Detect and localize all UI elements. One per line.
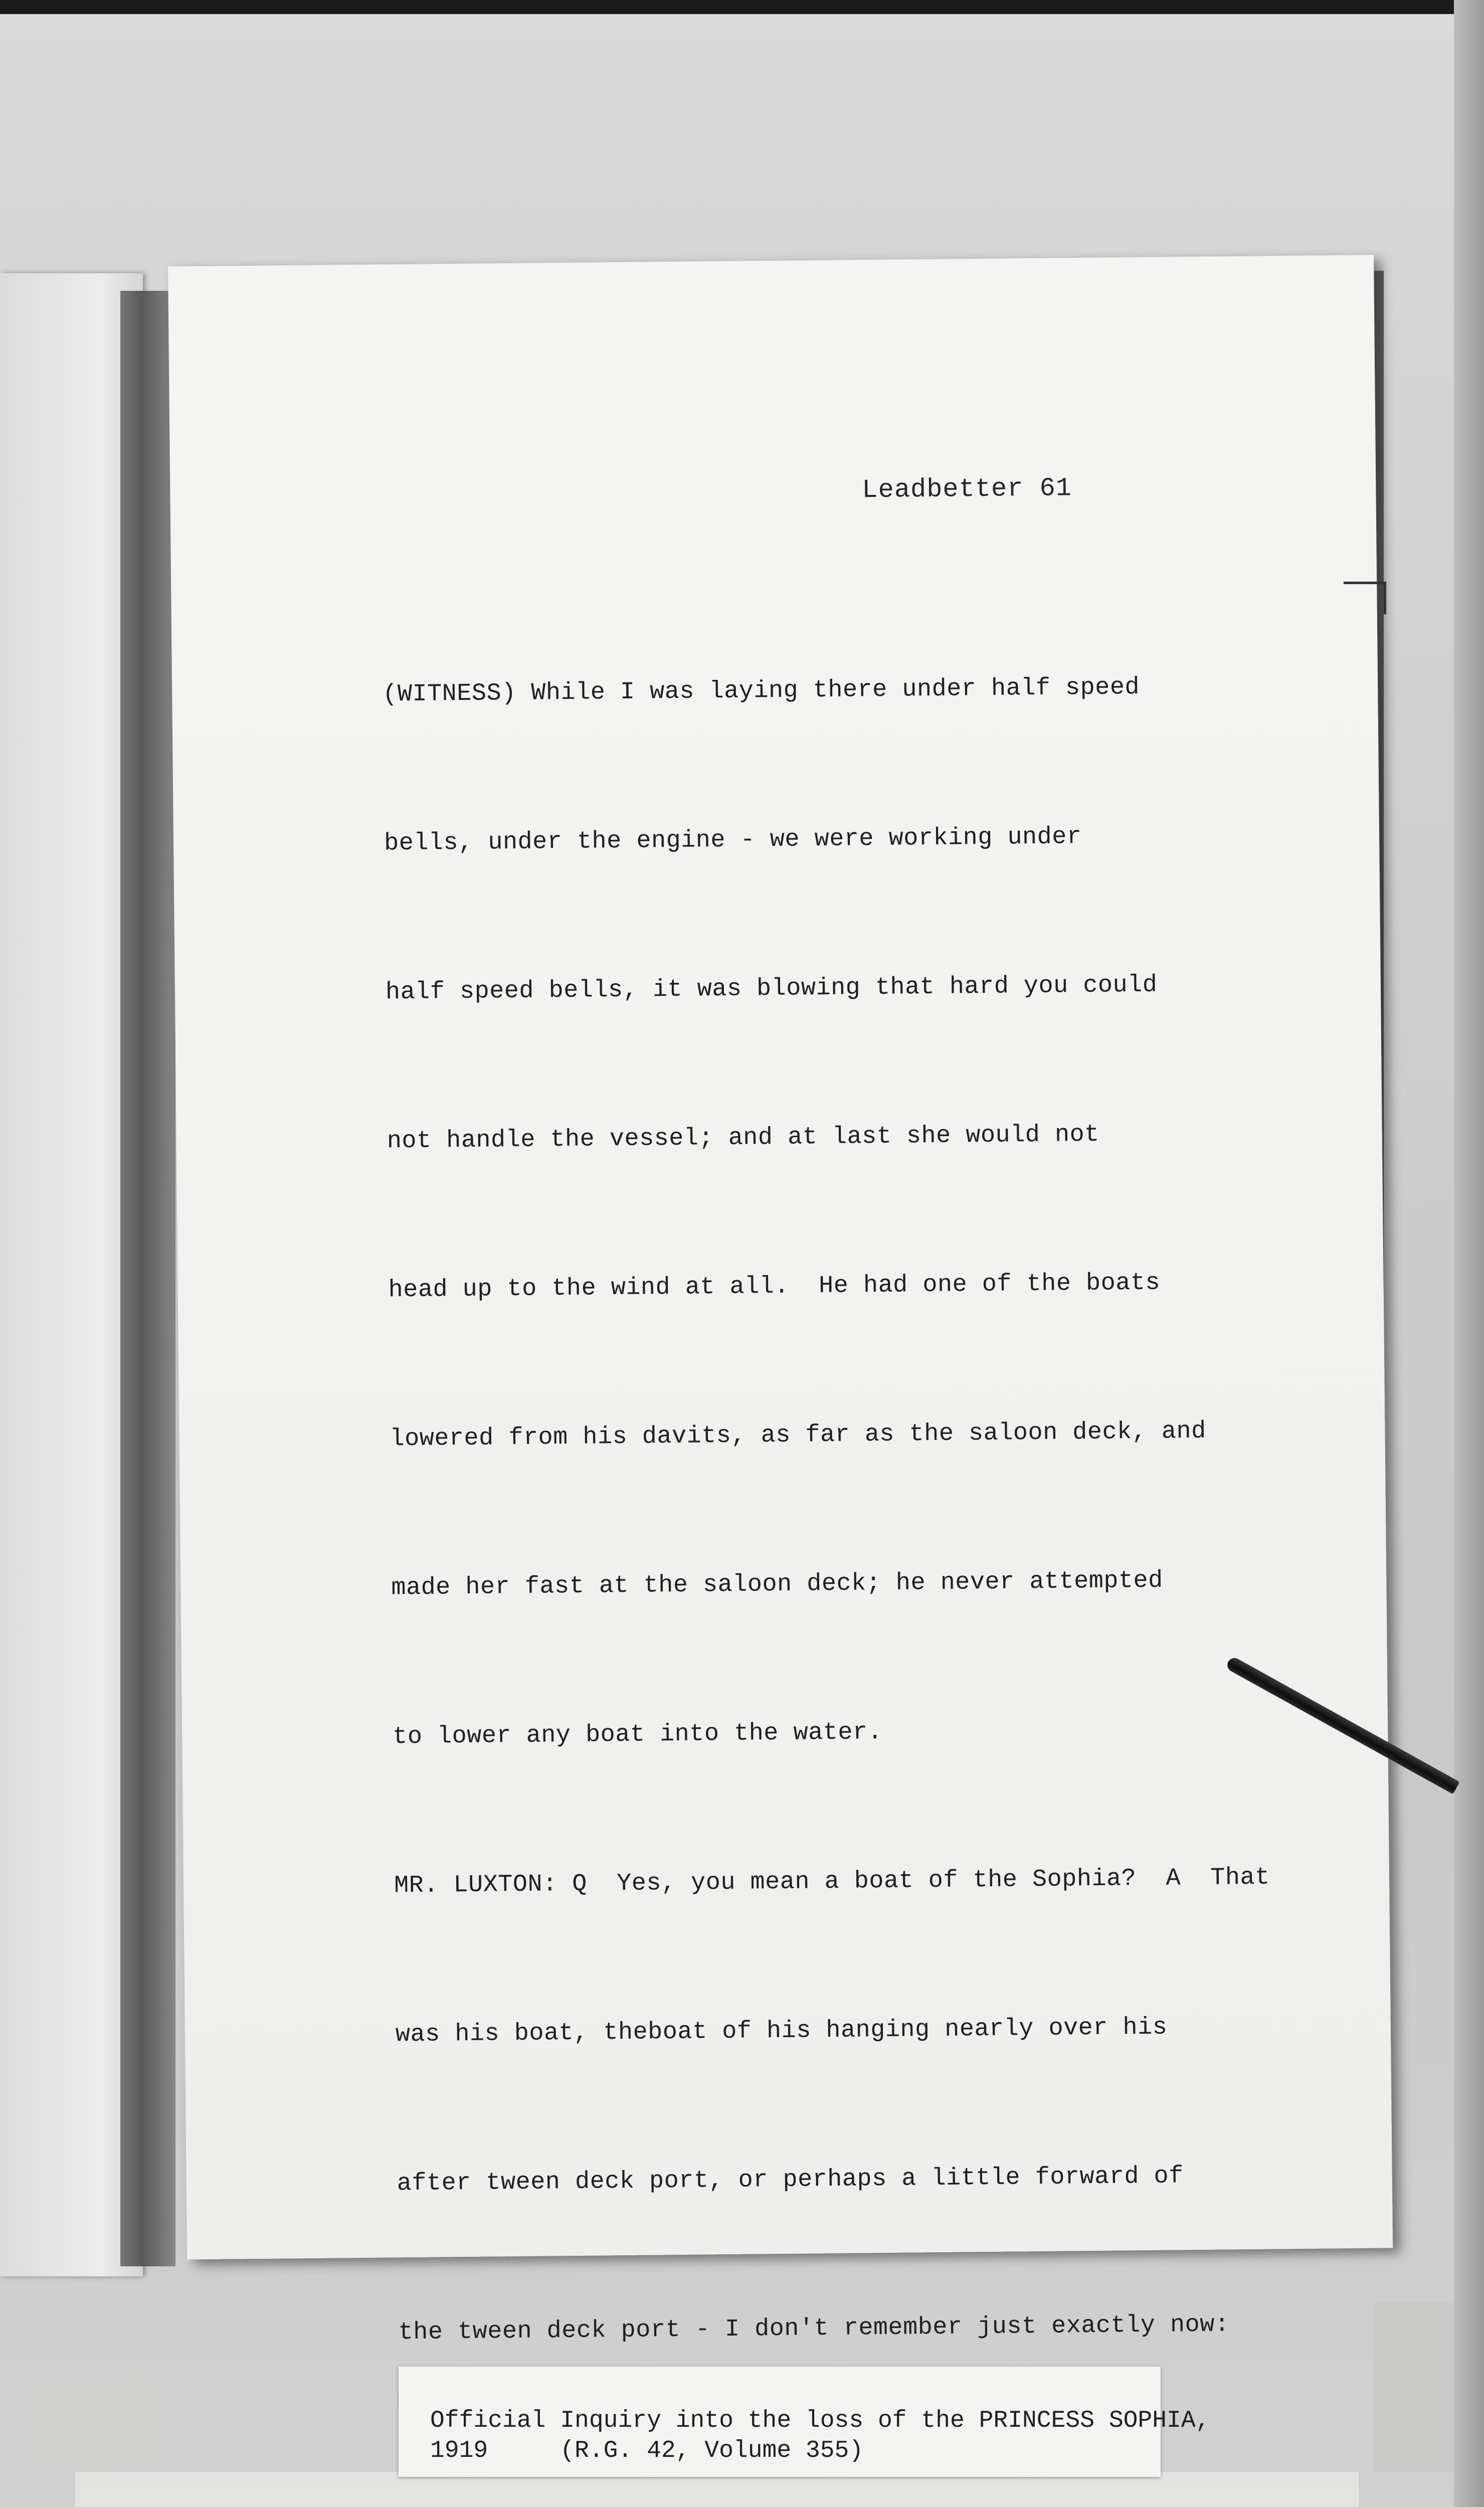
text-line: MR. LUXTON: Q Yes, you mean a boat of the Sophia? A That bbox=[394, 1863, 1270, 1900]
text-line: (WITNESS) While I was laying there under half speed bbox=[383, 673, 1140, 708]
text-line: head up to the wind at all. He had one of the boats bbox=[388, 1269, 1161, 1304]
film-right-edge bbox=[1454, 0, 1484, 2507]
caption-line-1: Official Inquiry into the loss of the PRINCESS SOPHIA, bbox=[430, 2407, 1210, 2434]
text-line: the tween deck port - I don't remember just exactly now: bbox=[398, 2310, 1230, 2347]
text-line: lowered from his davits, as far as the saloon deck, and bbox=[390, 1417, 1206, 1453]
testimony-text bbox=[382, 561, 1419, 2507]
text-line: half speed bells, it was blowing that hard you could bbox=[385, 971, 1158, 1006]
archives-card bbox=[75, 2472, 1359, 2507]
text-line: made her fast at the saloon deck; he never attempted bbox=[391, 1566, 1164, 1602]
text-line: after tween deck port, or perhaps a little forward of bbox=[397, 2162, 1184, 2198]
caption-line-2: 1919 (R.G. 42, Volume 355) bbox=[430, 2437, 864, 2464]
text-line: was his boat, theboat of his hanging nearly over his bbox=[395, 2013, 1168, 2049]
mounting-tape bbox=[1374, 2301, 1454, 2472]
binding-gutter bbox=[120, 291, 175, 2266]
text-line: to lower any boat into the water. bbox=[392, 1718, 883, 1751]
margin-bracket-mark bbox=[1344, 582, 1386, 614]
typed-page bbox=[168, 255, 1393, 2347]
mounting-tape bbox=[22, 2367, 163, 2476]
text-line: not handle the vessel; and at last she would not bbox=[387, 1120, 1100, 1155]
caption-text bbox=[430, 2406, 1210, 2466]
page-header: Leadbetter 61 bbox=[862, 473, 1072, 505]
text-line: bells, under the engine - we were working under bbox=[384, 823, 1082, 857]
film-top-edge bbox=[0, 0, 1484, 14]
